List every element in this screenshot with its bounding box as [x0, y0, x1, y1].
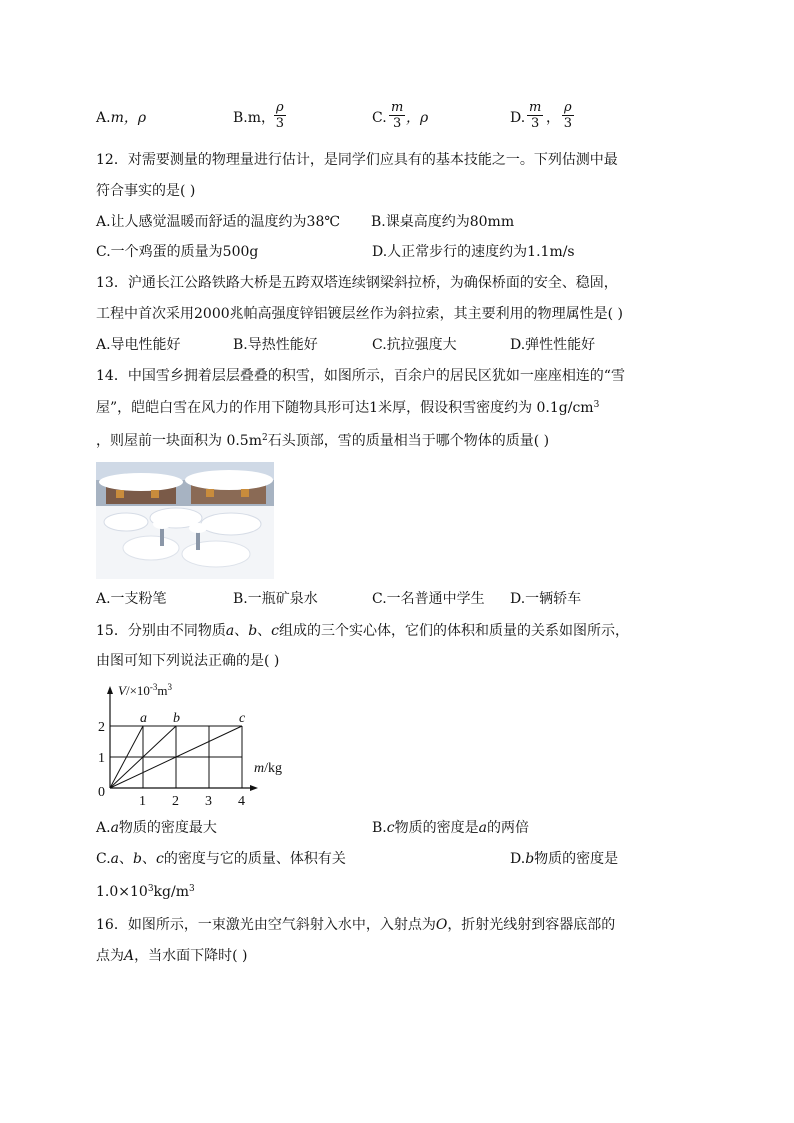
q14-stem-line-1: 14．中国雪乡拥着层层叠叠的积雪，如图所示，百余户的居民区犹如一座座相连的“雪	[96, 368, 625, 384]
snow-village-illustration	[96, 462, 274, 579]
y-tick-label: 1	[98, 751, 105, 766]
option-label: B.	[233, 110, 248, 126]
q15-option-d	[510, 849, 618, 869]
series-label-a: a	[140, 711, 147, 726]
q14-line2-text: 屋”，皑皑白雪在风力的作用下随物具形可达1米厚，假设积雪密度约为 0.1g/cm	[96, 400, 594, 416]
superscript: 3	[593, 400, 600, 410]
q15-stem-line-2: 由图可知下列说法正确的是( )	[96, 653, 280, 669]
q14-stem-line-2	[96, 398, 599, 418]
q14-option-c: C.一名普通中学生	[372, 591, 485, 607]
fraction-denominator: 3	[531, 116, 540, 131]
text: C.	[96, 851, 111, 867]
q11-option-b	[233, 108, 275, 128]
q12-option-c: C.一个鸡蛋的质量为500g	[96, 244, 259, 260]
x-axis-arrow	[250, 785, 258, 791]
q11-d-fraction-2	[562, 100, 574, 131]
fraction-numerator: m	[529, 100, 542, 115]
text: A.	[96, 820, 111, 836]
text: 物质的密度是	[534, 851, 619, 867]
variable: b	[133, 851, 142, 867]
q11-b-fraction	[274, 100, 286, 131]
q14-option-d: D.一辆轿车	[510, 591, 582, 607]
y-axis-arrow	[107, 686, 113, 694]
variable: b	[525, 851, 535, 867]
q14-stem-line-3	[96, 431, 549, 451]
y-tick-label: 2	[98, 720, 105, 735]
text: 、	[142, 851, 156, 867]
x-tick-label: 2	[172, 794, 179, 808]
q11-c-fraction	[389, 100, 405, 131]
series-label-b: b	[173, 711, 180, 726]
superscript: 2	[262, 433, 268, 443]
variable: a	[110, 820, 119, 836]
fraction-numerator: ρ	[564, 100, 572, 115]
q15-option-b	[372, 818, 529, 838]
q11-option-d	[510, 108, 525, 128]
x-tick-label: 1	[139, 794, 146, 808]
text: B.	[372, 820, 387, 836]
q14-option-b: B.一瓶矿泉水	[233, 591, 318, 607]
text: ，当水面下降时( )	[134, 948, 248, 964]
q12-option-a: A.让人感觉温暖而舒适的温度约为38℃	[96, 214, 341, 230]
text: 组成的三个实心体，它们的体积和质量的关系如图所示，	[279, 623, 629, 639]
variable: c	[156, 851, 164, 867]
q15-stem-line-1	[96, 621, 629, 641]
option-label: A.	[96, 110, 111, 126]
variable: A	[124, 948, 135, 964]
q14-option-a: A.一支粉笔	[96, 591, 167, 607]
option-label: D.	[510, 110, 526, 126]
q13-option-d: D.弹性性能好	[510, 337, 596, 353]
option-text: m，ρ	[110, 110, 147, 126]
y-axis-label: $V/\times 10^{-3}m^3$	[118, 682, 173, 698]
text: 、	[257, 623, 272, 639]
graph-axes	[107, 686, 258, 791]
fraction-denominator: 3	[563, 116, 572, 131]
q11-option-c	[372, 108, 387, 128]
snow-village-photo	[96, 462, 274, 579]
q13-option-b: B.导热性能好	[233, 337, 318, 353]
series-label-c: c	[239, 711, 246, 726]
q11-c-suffix: ，ρ	[406, 110, 429, 126]
text: 的两倍	[486, 820, 529, 836]
variable: c	[271, 623, 279, 639]
q15-option-d-line-2	[96, 882, 195, 902]
option-label: C.	[372, 110, 387, 126]
q11-option-a	[96, 108, 146, 128]
text: D.	[510, 851, 526, 867]
fraction-denominator: 3	[393, 116, 402, 131]
x-tick-label: 4	[238, 794, 245, 808]
text: 、	[119, 851, 134, 867]
q14-line3-text-b: 石头顶部，雪的质量相当于哪个物体的质量( )	[267, 433, 550, 449]
q12-option-d: D.人正常步行的速度约为1.1m/s	[372, 244, 575, 260]
variable: a	[110, 851, 120, 867]
q11-d-fraction-1	[527, 100, 543, 131]
text: 物质的密度最大	[118, 820, 217, 836]
superscript: 3	[188, 884, 195, 894]
q11-d-separator: ，	[546, 110, 560, 126]
fraction-denominator: 3	[275, 116, 284, 131]
q13-option-c: C.抗拉强度大	[372, 337, 457, 353]
fraction-numerator: ρ	[276, 100, 284, 115]
q13-stem-line-1: 13．沪通长江公路铁路大桥是五跨双塔连续钢梁斜拉桥，为确保桥面的安全、稳固，	[96, 275, 618, 291]
text: kg/m	[153, 884, 189, 900]
q13-stem-line-2: 工程中首次采用2000兆帕高强度锌铝镀层丝作为斜拉索，其主要利用的物理属性是( )	[96, 306, 624, 322]
variable: c	[386, 820, 395, 836]
variable: O	[435, 917, 448, 933]
volume-mass-graph	[88, 680, 308, 808]
q14-line3-text-a: ，则屋前一块面积为 0.5m	[96, 433, 262, 449]
q12-option-b: B.课桌高度约为80mm	[371, 214, 515, 230]
text: 16．如图所示，一束激光由空气斜射入水中，入射点为	[96, 917, 436, 933]
q16-stem-line-2	[96, 946, 248, 966]
x-axis-label: m/kg	[254, 761, 283, 776]
text: 15．分别由不同物质	[96, 623, 226, 639]
superscript: 3	[147, 884, 154, 894]
variable: a	[478, 820, 487, 836]
q15-option-a	[96, 818, 217, 838]
variable: a	[225, 623, 235, 639]
option-text: m，	[247, 110, 276, 126]
text: 物质的密度是	[394, 820, 479, 836]
text: 的密度与它的质量、体积有关	[163, 851, 346, 867]
text: ，折射光线射到容器底部的	[447, 917, 616, 933]
fraction-numerator: m	[391, 100, 404, 115]
origin-label: 0	[98, 785, 105, 800]
text: 1.0×10	[96, 884, 148, 900]
q16-stem-line-1	[96, 915, 615, 935]
text: 、	[234, 623, 249, 639]
q12-stem-line-2: 符合事实的是( )	[96, 183, 196, 199]
q13-option-a: A.导电性能好	[96, 337, 181, 353]
x-tick-label: 3	[205, 794, 212, 808]
q15-option-c	[96, 849, 346, 869]
variable: b	[248, 623, 258, 639]
q12-stem-line-1: 12．对需要测量的物理量进行估计，是同学们应具有的基本技能之一。下列估测中最	[96, 152, 618, 168]
text: 点为	[96, 948, 124, 964]
